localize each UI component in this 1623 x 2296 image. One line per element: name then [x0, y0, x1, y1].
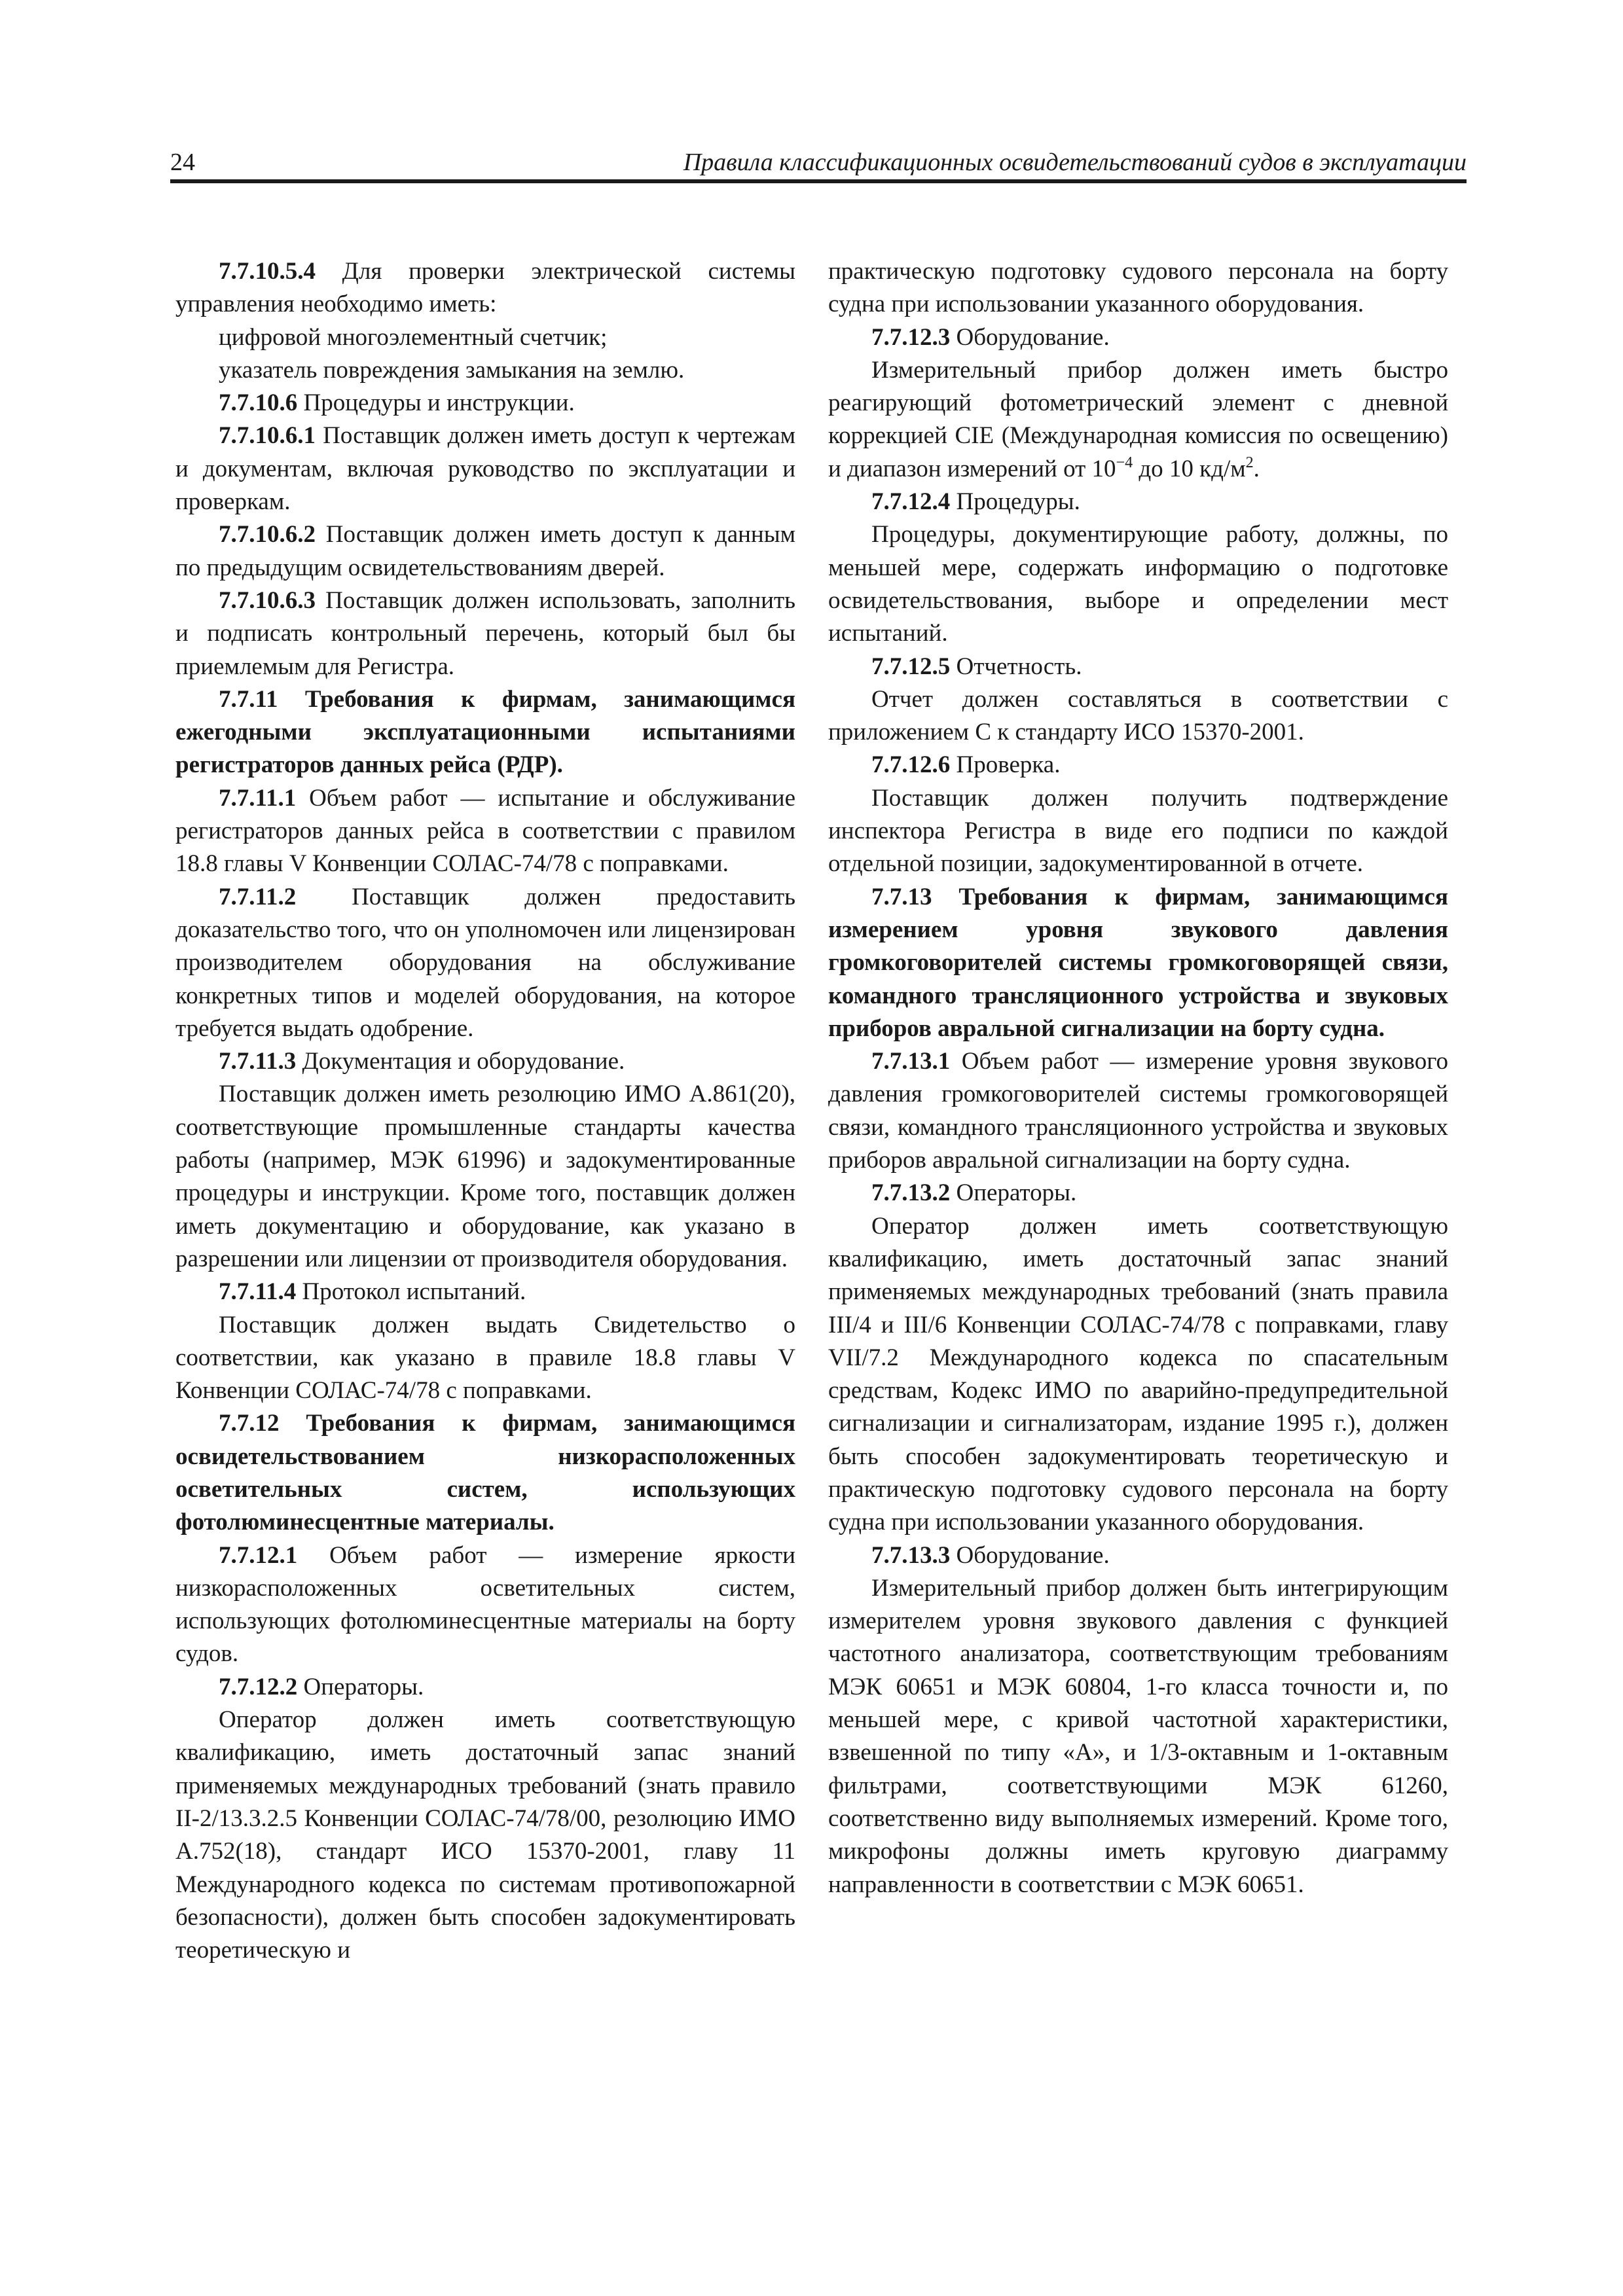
paragraph-text: Процедуры. — [950, 488, 1080, 516]
left-column — [175, 255, 795, 1967]
clause-number: 7.7.12.4 — [871, 488, 951, 516]
clause-number: 7.7.11.3 — [219, 1048, 297, 1075]
clause-number: 7.7.12.6 — [871, 751, 951, 779]
paragraph — [828, 354, 1448, 486]
paragraph: Оператор должен иметь соответствующую квалификацию, иметь достаточный запас знаний применяемых международных требований (знать правило II-2/13.3.2.5 Конвенции СОЛАС-74/78/00, резолюцию ИМО А.752(18), стандарт ИСО 15370-2001, главу 11 Международного кодекса по системам противопожарной безопасности), должен быть способен задокументировать теоретическую и — [175, 1706, 795, 1964]
paragraph: Поставщик должен получить подтверждение инспектора Регистра в виде его подписи по каждой отдельной позиции, задокументированной в отчете. — [828, 784, 1448, 878]
running-title: Правила классификационных освидетельствований судов в эксплуатации — [683, 149, 1467, 176]
paragraph — [175, 255, 795, 321]
paragraph-text: цифровой многоэлементный счетчик; — [219, 323, 608, 351]
paragraph-text: . — [1253, 455, 1260, 482]
list-item — [175, 354, 795, 387]
clause-number: 7.7.13.1 — [871, 1048, 951, 1075]
paragraph-text: Документация и оборудование. — [296, 1048, 625, 1075]
paragraph: Поставщик должен выдать Свидетельство о соответствии, как указано в правиле 18.8 главы V Конвенции СОЛАС-74/78 с поправками. — [175, 1311, 795, 1405]
paragraph-text: Процедуры и инструкции. — [297, 389, 575, 417]
paragraph — [828, 1539, 1448, 1572]
clause-number: 7.7.10.6.1 — [219, 422, 316, 450]
paragraph — [175, 782, 795, 881]
superscript: 2 — [1245, 454, 1254, 471]
paragraph — [175, 387, 795, 420]
clause-number: 7.7.11.1 — [219, 784, 297, 812]
clause-number: 7.7.10.5.4 — [219, 258, 316, 285]
paragraph — [175, 1276, 795, 1308]
page-header — [170, 145, 1467, 183]
paragraph: практическую подготовку судового персонала на борту судна при использовании указанного оборудования. — [828, 258, 1448, 318]
list-item — [175, 321, 795, 354]
paragraph — [828, 321, 1448, 354]
clause-number: 7.7.10.6 — [219, 389, 298, 417]
section-heading: 7.7.12 Требования к фирмам, занимающимся освидетельствованием низкорасположенных осветительных систем, использующих фотолюминесцентные материалы. — [175, 1410, 795, 1536]
paragraph — [175, 1045, 795, 1078]
clause-number: 7.7.13.3 — [871, 1541, 951, 1569]
paragraph-text: Проверка. — [950, 751, 1061, 779]
clause-number: 7.7.13.2 — [871, 1179, 951, 1207]
paragraph-text: Объем работ — измерение уровня звукового давления громкоговорителей системы громкоговорящей связи, командного трансляционного устройства и звуковых приборов авральной сигнализации на борту судна. — [828, 1048, 1448, 1174]
section-heading: 7.7.11 Требования к фирмам, занимающимся ежегодными эксплуатационными испытаниями регистраторов данных рейса (РДР). — [175, 685, 795, 779]
paragraph: Измерительный прибор должен быть интегрирующим измерителем уровня звукового давления с функцией частотного анализатора, соответствующим требованиям МЭК 60651 и МЭК 60804, 1-го класса точности и, по меньшей мере, с кривой частотной характеристики, взвешенной по типу «А», и 1/3-октавным и 1-октавным фильтрами, соответствующими МЭК 61260, соответственно виду выполняемых измерений. Кроме того, микрофоны должны иметь круговую диаграмму направленности в соответствии с МЭК 60651. — [828, 1574, 1448, 1898]
paragraph-text: Отчетность. — [950, 653, 1082, 680]
paragraph-text: Объем работ — измерение яркости низкорасположенных осветительных систем, использующих фотолюминесцентные материалы на борту судов. — [175, 1541, 795, 1668]
clause-number: 7.7.10.6.3 — [219, 586, 316, 614]
paragraph-text: до 10 кд/м — [1133, 455, 1246, 482]
paragraph — [828, 1045, 1448, 1177]
paragraph — [828, 1177, 1448, 1210]
paragraph: Оператор должен иметь соответствующую квалификацию, иметь достаточный запас знаний применяемых международных требований (знать правила III/4 и III/6 Конвенции СОЛАС-74/78 с поправками, главу VII/7.2 Международного кодекса по спасательным средствам, Кодекс ИМО по аварийно-предупредительной сигнализации и сигнализаторам, издание 1995 г.), должен быть способен задокументировать теоретическую и практическую подготовку судового персонала на борту судна при использовании указанного оборудования. — [828, 1212, 1448, 1536]
paragraph — [175, 518, 795, 584]
paragraph-text: Для проверки электрической системы управления необходимо иметь: — [175, 258, 795, 318]
clause-number: 7.7.12.3 — [871, 323, 951, 351]
paragraph: Поставщик должен иметь резолюцию ИМО А.861(20), соответствующие промышленные стандарты качества работы (например, МЭК 61996) и задокументированные процедуры и инструкции. Кроме того, поставщик должен иметь документацию и оборудование, как указано в разрешении или лицензии от производителя оборудования. — [175, 1081, 795, 1272]
paragraph-text: указатель повреждения замыкания на землю. — [219, 356, 685, 384]
clause-number: 7.7.12.2 — [219, 1673, 298, 1700]
right-column — [828, 255, 1448, 1901]
clause-number: 7.7.10.6.2 — [219, 521, 316, 548]
paragraph-text: Измерительный прибор должен иметь быстро реагирующий фотометрический элемент с дневной коррекцией CIE (Международная комиссия по освещению) и диапазон измерений от 10 — [828, 356, 1448, 482]
paragraph — [175, 584, 795, 683]
page-number: 24 — [170, 149, 195, 176]
paragraph-text: Операторы. — [297, 1673, 424, 1700]
paragraph-text: Объем работ — испытание и обслуживание регистраторов данных рейса в соответствии с правилом 18.8 главы V Конвенции СОЛАС-74/78 с поправками. — [175, 784, 795, 878]
clause-number: 7.7.11.2 — [219, 883, 297, 910]
clause-number: 7.7.12.5 — [871, 653, 951, 680]
clause-number: 7.7.12.1 — [219, 1541, 298, 1569]
paragraph-text: Оборудование. — [950, 1541, 1110, 1569]
paragraph-text: Операторы. — [950, 1179, 1077, 1207]
clause-number: 7.7.11.4 — [219, 1278, 297, 1306]
paragraph — [828, 749, 1448, 781]
paragraph: Отчет должен составляться в соответствии с приложением С к стандарту ИСО 15370-2001. — [828, 685, 1448, 746]
paragraph — [175, 1671, 795, 1704]
paragraph-text: Поставщик должен иметь доступ к данным по предыдущим освидетельствованиям дверей. — [175, 521, 795, 581]
paragraph-text: Оборудование. — [950, 323, 1110, 351]
superscript: −4 — [1116, 454, 1133, 471]
paragraph-text: Поставщик должен иметь доступ к чертежам и документам, включая руководство по эксплуатации и проверкам. — [175, 422, 795, 516]
paragraph — [175, 881, 795, 1045]
paragraph — [175, 1539, 795, 1671]
paragraph-text: Поставщик должен предоставить доказательство того, что он уполномочен или лицензирован производителем оборудования на обслуживание конкретных типов и моделей оборудования, на которое требуется выдать одобрение. — [175, 883, 795, 1042]
paragraph — [828, 486, 1448, 518]
paragraph-text: Поставщик должен использовать, заполнить и подписать контрольный перечень, который был бы приемлемым для Регистра. — [175, 586, 795, 680]
paragraph-text: Протокол испытаний. — [296, 1278, 526, 1306]
paragraph — [175, 420, 795, 518]
section-heading: 7.7.13 Требования к фирмам, занимающимся измерением уровня звукового давления громкоговорителей системы громкоговорящей связи, командного трансляционного устройства и звуковых приборов авральной сигнализации на борту судна. — [828, 883, 1448, 1042]
paragraph — [828, 651, 1448, 683]
paragraph: Процедуры, документирующие работу, должны, по меньшей мере, содержать информацию о подготовке освидетельствования, выборе и определении мест испытаний. — [828, 521, 1448, 647]
